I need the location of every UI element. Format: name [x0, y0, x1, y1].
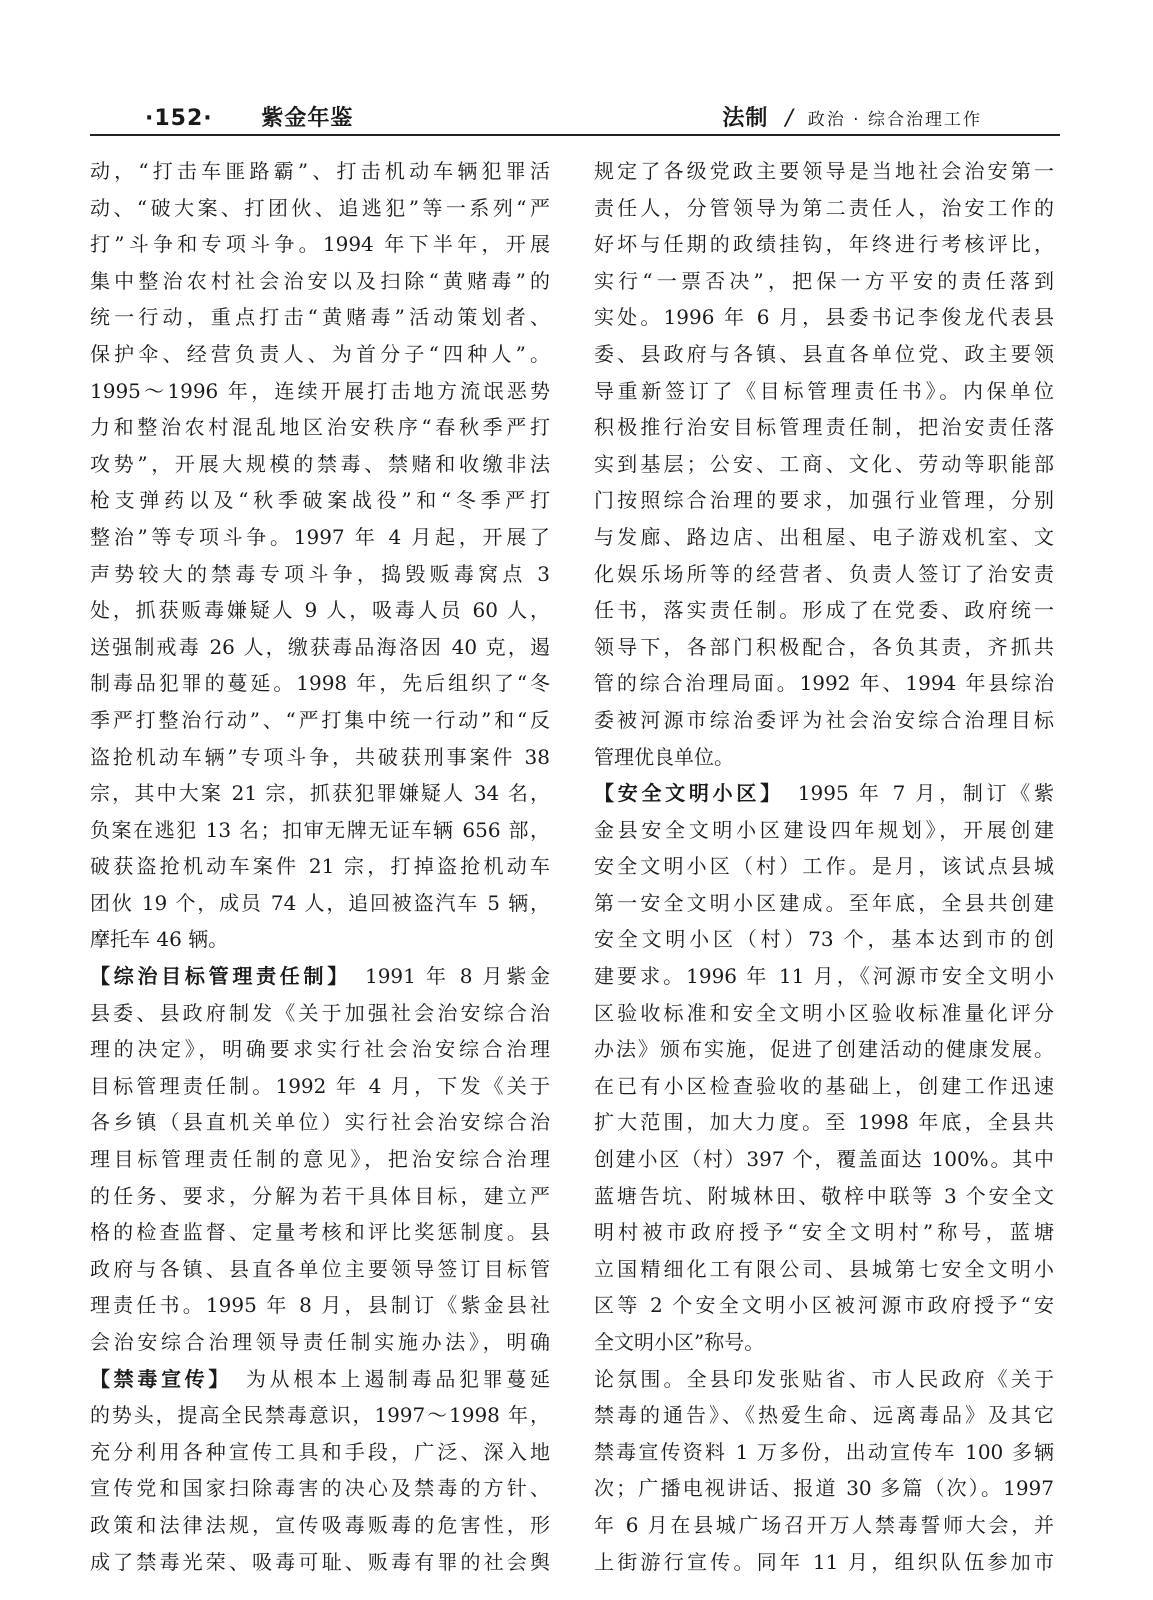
line-text: 实行“一票否决”，把保一方平安的责任落到 [594, 268, 1054, 293]
text-line [90, 1178, 550, 1215]
line-text: 的势头，提高全民禁毒意识，1997～1998 年， [90, 1403, 550, 1428]
page-number: ·152· [145, 106, 213, 131]
section-title: 法制 [722, 106, 769, 131]
line-text: 送强制戒毒 26 人，缴获毒品海洛因 40 克，遏 [90, 634, 550, 659]
text-line [90, 1104, 550, 1141]
line-text: 管理优良单位。 [594, 744, 734, 769]
text-line [90, 1214, 550, 1251]
line-text: 处，抓获贩毒嫌疑人 9 人，吸毒人员 60 人， [90, 598, 550, 623]
text-line [594, 1251, 1054, 1288]
line-text: 创建小区（村）397 个，覆盖面达 100%。其中 [594, 1147, 1054, 1172]
line-text: 摩托车 46 辆。 [90, 927, 229, 952]
line-text: 各乡镇（县直机关单位）实行社会治安综合治 [90, 1110, 550, 1135]
line-text: 第一安全文明小区建成。至年底，全县共创建 [594, 890, 1054, 915]
right-column [594, 153, 1054, 1580]
text-line [90, 775, 550, 812]
text-line [90, 153, 550, 190]
header-left [145, 101, 353, 132]
line-text: 积极推行治安目标管理责任制，把治安责任落 [594, 415, 1054, 440]
line-text: 季严打整治行动”、“严打集中统一行动”和“反 [90, 707, 550, 732]
line-text: 区等 2 个安全文明小区被河源市政府授予“安 [594, 1293, 1054, 1318]
text-line [594, 995, 1054, 1032]
text-line [90, 1251, 550, 1288]
text-line [90, 629, 550, 666]
text-line [90, 226, 550, 263]
text-line [594, 1544, 1054, 1581]
line-text: 实处。1996 年 6 月，县委书记李俊龙代表县 [594, 305, 1054, 330]
text-line [594, 848, 1054, 885]
text-line [594, 812, 1054, 849]
text-line [594, 739, 1054, 776]
entry-heading: 【综治目标管理责任制】 [90, 964, 351, 989]
line-text: 明村被市政府授予“安全文明村”称号，蓝塘 [594, 1220, 1054, 1245]
entry-heading: 【安全文明小区】 [594, 781, 784, 806]
line-text: 管的综合治理局面。1992 年、1994 年县综治 [594, 671, 1054, 696]
entry-heading: 【禁毒宣传】 [90, 1366, 232, 1391]
text-line [90, 665, 550, 702]
header-right [722, 101, 982, 132]
line-text: 统一行动，重点打击“黄赌毒”活动策划者、 [90, 305, 550, 330]
line-text: 委被河源市综治委评为社会治安综合治理目标 [594, 707, 1054, 732]
text-line [90, 409, 550, 446]
line-text: 负案在逃犯 13 名；扣审无牌无证车辆 656 部， [90, 817, 550, 842]
text-line [90, 592, 550, 629]
text-line [90, 336, 550, 373]
line-text: 年 6 月在县城广场召开万人禁毒誓师大会，并 [594, 1512, 1054, 1537]
text-line [594, 1104, 1054, 1141]
subsection-title: 政治 · 综合治理工作 [807, 110, 982, 130]
text-line [90, 556, 550, 593]
line-text: 打”斗争和专项斗争。1994 年下半年，开展 [90, 232, 550, 257]
text-line [594, 775, 1054, 812]
line-text: 政策和法律法规，宣传吸毒贩毒的危害性，形 [90, 1512, 550, 1537]
text-line [90, 739, 550, 776]
line-text: 动，“打击车匪路霸”、打击机动车辆犯罪活 [90, 159, 550, 183]
line-text: 成了禁毒光荣、吸毒可耻、贩毒有罪的社会舆 [90, 1549, 550, 1574]
text-line [594, 1507, 1054, 1544]
line-text: 动、“破大案、打团伙、追逃犯”等一系列“严 [90, 195, 550, 220]
line-text: 安全文明小区（村）工作。是月，该试点县城 [594, 854, 1054, 879]
line-text: 力和整治农村混乱地区治安秩序“春秋季严打 [90, 415, 550, 440]
line-text: 与发廊、路边店、出租屋、电子游戏机室、文 [594, 524, 1054, 549]
text-line [90, 921, 550, 958]
text-line [90, 446, 550, 483]
line-text: 1995～1996 年，连续开展打击地方流氓恶势 [90, 378, 550, 403]
text-line [594, 409, 1054, 446]
text-line [594, 1068, 1054, 1105]
text-line [594, 1470, 1054, 1507]
text-line [594, 958, 1054, 995]
text-line [594, 1361, 1054, 1398]
text-line [594, 263, 1054, 300]
line-text: 立国精细化工有限公司、县城第七安全文明小 [594, 1256, 1054, 1281]
line-text: 禁毒宣传资料 1 万多份，出动宣传车 100 多辆 [594, 1439, 1054, 1464]
text-line [90, 299, 550, 336]
text-line [594, 1434, 1054, 1471]
line-text: 规定了各级党政主要领导是当地社会治安第一 [594, 159, 1054, 183]
line-text: 理责任书。1995 年 8 月，县制订《紫金县社 [90, 1293, 550, 1318]
line-text: 理的决定》，明确要求实行社会治安综合治理 [90, 1037, 550, 1062]
line-text: 格的检查监督、定量考核和评比奖惩制度。县 [90, 1220, 550, 1245]
running-header [90, 98, 1060, 138]
line-text: 的任务、要求，分解为若干具体目标，建立严 [90, 1183, 550, 1208]
line-text: 扩大范围，加大力度。至 1998 年底，全县共 [594, 1110, 1054, 1135]
text-line [594, 1324, 1054, 1361]
line-text: 好坏与任期的政绩挂钩，年终进行考核评比， [594, 232, 1054, 257]
text-line [594, 299, 1054, 336]
text-line [90, 482, 550, 519]
text-line [90, 1507, 550, 1544]
text-line [594, 592, 1054, 629]
text-line [594, 1031, 1054, 1068]
line-text: 1991 年 8 月紫金 [364, 964, 550, 989]
text-line [594, 519, 1054, 556]
line-text: 在已有小区检查验收的基础上，创建工作迅速 [594, 1073, 1054, 1098]
line-text: 区验收标准和安全文明小区验收标准量化评分 [594, 1000, 1054, 1025]
text-line [90, 519, 550, 556]
line-text: 会治安综合治理领导责任制实施办法》，明确 [90, 1330, 550, 1354]
text-line [90, 812, 550, 849]
text-line [90, 1068, 550, 1105]
text-line [90, 373, 550, 410]
text-line [594, 1214, 1054, 1251]
line-text: 安全文明小区（村）73 个，基本达到市的创 [594, 927, 1054, 952]
text-line [594, 153, 1054, 190]
text-line [90, 958, 550, 995]
line-text: 政府与各镇、县直各单位主要领导签订目标管 [90, 1256, 550, 1281]
line-text: 委、县政府与各镇、县直各单位党、政主要领 [594, 341, 1054, 366]
line-text: 金县安全文明小区建设四年规划》，开展创建 [594, 817, 1054, 842]
book-title: 紫金年鉴 [261, 106, 354, 131]
text-line [90, 885, 550, 922]
text-line [90, 1287, 550, 1324]
line-text: 门按照综合治理的要求，加强行业管理，分别 [594, 488, 1054, 513]
line-text: 团伙 19 个，成员 74 人，追回被盗汽车 5 辆， [90, 890, 550, 915]
text-line [90, 1141, 550, 1178]
line-text: 宗，其中大案 21 宗，抓获犯罪嫌疑人 34 名， [90, 781, 550, 806]
header-slash: / [785, 106, 793, 131]
text-line [594, 629, 1054, 666]
text-line [594, 556, 1054, 593]
line-text: 充分利用各种宣传工具和手段，广泛、深入地 [90, 1439, 550, 1464]
line-text: 实到基层；公安、工商、文化、劳动等职能部 [594, 451, 1054, 476]
text-line [90, 1031, 550, 1068]
line-text: 宣传党和国家扫除毒害的决心及禁毒的方针、 [90, 1476, 550, 1501]
header-rule [90, 134, 1060, 136]
line-text: 化娱乐场所等的经营者、负责人签订了治安责 [594, 561, 1054, 586]
text-line [90, 1324, 550, 1361]
text-line [594, 702, 1054, 739]
text-line [90, 263, 550, 300]
line-text: 枪支弹药以及“秋季破案战役”和“冬季严打 [90, 488, 550, 513]
text-line [594, 1287, 1054, 1324]
line-text: 1995 年 7 月，制订《紫 [797, 781, 1054, 806]
text-line [594, 885, 1054, 922]
text-line [90, 995, 550, 1032]
text-line [594, 1141, 1054, 1178]
line-text: 导重新签订了《目标管理责任书》。内保单位 [594, 378, 1054, 403]
line-text: 县委、县政府制发《关于加强社会治安综合治 [90, 1000, 550, 1025]
line-text: 整治”等专项斗争。1997 年 4 月起，开展了 [90, 524, 550, 549]
text-line [594, 921, 1054, 958]
line-text: 理目标管理责任制的意见》，把治安综合治理 [90, 1147, 550, 1172]
line-text: 为从根本上遏制毒品犯罪蔓延 [246, 1366, 550, 1391]
text-line [90, 1434, 550, 1471]
line-text: 集中整治农村社会治安以及扫除“黄赌毒”的 [90, 268, 550, 293]
text-line [90, 1544, 550, 1581]
line-text: 任书，落实责任制。形成了在党委、政府统一 [594, 598, 1054, 623]
text-line [594, 373, 1054, 410]
text-line [594, 1397, 1054, 1434]
text-line [594, 446, 1054, 483]
line-text: 领导下，各部门积极配合，各负其责，齐抓共 [594, 634, 1054, 659]
line-text: 破获盗抢机动车案件 21 宗，打掉盗抢机动车 [90, 854, 550, 879]
line-text: 声势较大的禁毒专项斗争，捣毁贩毒窝点 3 [90, 561, 550, 586]
text-line [90, 1470, 550, 1507]
line-text: 建要求。1996 年 11 月，《河源市安全文明小 [594, 964, 1054, 989]
line-text: 制毒品犯罪的蔓延。1998 年，先后组织了“冬 [90, 671, 550, 696]
text-line [594, 190, 1054, 227]
text-line [594, 226, 1054, 263]
line-text: 论氛围。全县印发张贴省、市人民政府《关于 [594, 1366, 1054, 1391]
line-text: 蓝塘告坑、附城林田、敬梓中联等 3 个安全文 [594, 1183, 1054, 1208]
text-line [90, 190, 550, 227]
line-text: 禁毒的通告》、《热爱生命、远离毒品》及其它 [594, 1403, 1054, 1428]
text-line [90, 1397, 550, 1434]
line-text: 上街游行宣传。同年 11 月，组织队伍参加市 [594, 1549, 1054, 1574]
line-text: 目标管理责任制。1992 年 4 月，下发《关于 [90, 1073, 550, 1098]
left-column [90, 153, 550, 1580]
text-line [594, 665, 1054, 702]
line-text: 盗抢机动车辆”专项斗争，共破获刑事案件 38 [90, 744, 550, 769]
text-line [594, 482, 1054, 519]
text-line [594, 1178, 1054, 1215]
line-text: 次；广播电视讲话、报道 30 多篇（次）。1997 [594, 1476, 1054, 1501]
text-line [90, 702, 550, 739]
line-text: 办法》颁布实施，促进了创建活动的健康发展。 [594, 1037, 1054, 1062]
line-text: 攻势”，开展大规模的禁毒、禁赌和收缴非法 [90, 451, 550, 476]
line-text: 全文明小区”称号。 [594, 1330, 765, 1354]
text-line [90, 1361, 550, 1398]
line-text: 责任人，分管领导为第二责任人，治安工作的 [594, 195, 1054, 220]
text-line [90, 848, 550, 885]
line-text: 保护伞、经营负责人、为首分子“四种人”。 [90, 341, 550, 366]
text-line [594, 336, 1054, 373]
